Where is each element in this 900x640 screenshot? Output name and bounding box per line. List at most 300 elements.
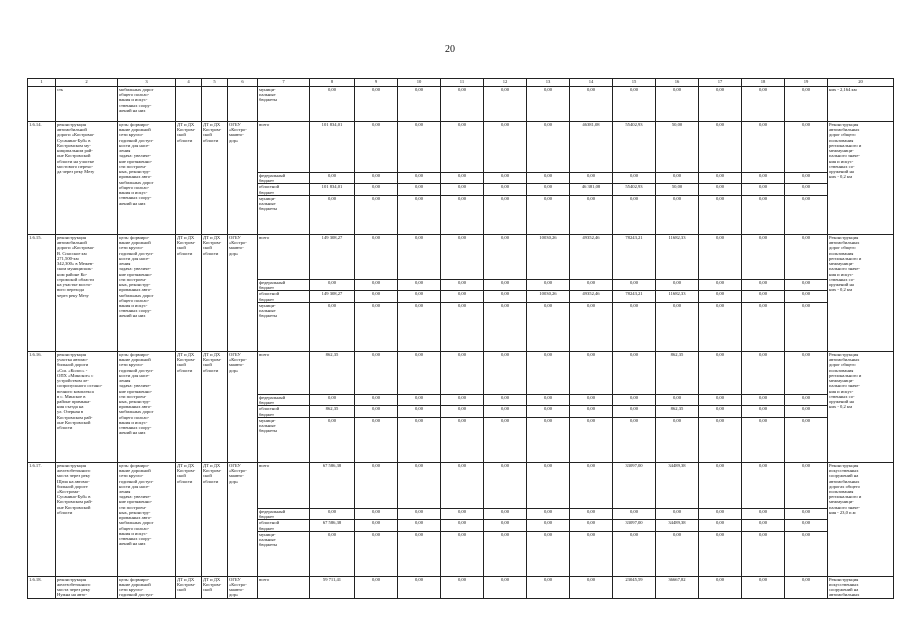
- amount-cell: 0,00: [355, 195, 398, 234]
- amount-cell: 0,00: [398, 87, 441, 122]
- amount-cell: 0,00: [742, 351, 785, 394]
- amount-cell: 0,00: [398, 417, 441, 462]
- amount-cell: 0,00: [355, 508, 398, 519]
- amount-cell: 0,00: [484, 122, 527, 173]
- column-number: 4: [176, 79, 202, 87]
- amount-cell: 0,00: [398, 462, 441, 508]
- amount-cell: 0,00: [613, 417, 656, 462]
- amount-cell: 0,00: [613, 531, 656, 576]
- column-number: 1: [28, 79, 56, 87]
- amount-cell: 0,00: [742, 291, 785, 302]
- amount-cell: 78243,21: [613, 234, 656, 279]
- amount-cell: 0,00: [742, 302, 785, 351]
- amount-cell: 0,00: [570, 417, 613, 462]
- amount-cell: 0,00: [785, 576, 828, 598]
- amount-cell: 0,00: [484, 351, 527, 394]
- amount-cell: 0,00: [570, 279, 613, 290]
- amount-cell: 0,00: [527, 520, 570, 531]
- column-number: 2: [56, 79, 118, 87]
- amount-cell: 0,00: [398, 394, 441, 405]
- amount-cell: 0,00: [441, 531, 484, 576]
- amount-cell: 0,00: [441, 351, 484, 394]
- amount-cell: 0,00: [742, 576, 785, 598]
- customer: ДТ и ДХ Костром- ской области: [202, 122, 228, 235]
- amount-cell: 0,00: [699, 417, 742, 462]
- executor: ОГБУ «Костро- маавто- дор»: [228, 234, 258, 351]
- table-row: [28, 462, 894, 508]
- amount-cell: 0,00: [699, 394, 742, 405]
- amount-cell: 0,00: [785, 291, 828, 302]
- amount-cell: 0,00: [742, 122, 785, 173]
- amount-cell: 0,00: [527, 279, 570, 290]
- amount-cell: 0,00: [742, 195, 785, 234]
- item-name: реконструкция железобетонного моста через реку Щача на автомо- бильной дороге «Кострома- Сусанино-Буй» в Костромском рай- оне Костромской области: [56, 462, 118, 576]
- amount-cell: 0,00: [742, 462, 785, 508]
- responsible: ДТ и ДХ Костром- ской области: [176, 462, 202, 576]
- amount-cell: 0,00: [742, 508, 785, 519]
- amount-cell: 67 586,38: [310, 462, 355, 508]
- executor: [228, 87, 258, 122]
- funding-source: муници- пальные бюджеты: [258, 531, 310, 576]
- expected-result: Реконструкция автомобильных дорог общего пользования регионального и межмуници- пального значе- ния и искус- ственных со- оружений на них - 0,2 км: [828, 234, 894, 351]
- amount-cell: 0,00: [484, 291, 527, 302]
- amount-cell: 0,00: [699, 406, 742, 417]
- amount-cell: 0,00: [484, 195, 527, 234]
- amount-cell: 0,00: [484, 520, 527, 531]
- amount-cell: 149 308,27: [310, 234, 355, 279]
- amount-cell: 0,00: [355, 576, 398, 598]
- item-goal: цель: формиро- вание дорожной сети кругло- годичной доступ- ности для насе- ления задача: увеличе- ние протяженно- сти построен- ных, реконстру- ированных авто- мобильных дорог общего пользо- вания и искус- ственных соору- жений на них: [118, 351, 176, 462]
- column-number: 17: [699, 79, 742, 87]
- amount-cell: 0,00: [742, 394, 785, 405]
- item-code: 1.6.16.: [28, 351, 56, 462]
- amount-cell: 0,00: [355, 406, 398, 417]
- column-number-row: [28, 79, 894, 87]
- amount-cell: 0,00: [785, 302, 828, 351]
- responsible: ДТ и ДХ Костром- ской области: [176, 122, 202, 235]
- amount-cell: 0,00: [484, 508, 527, 519]
- amount-cell: 50,00: [656, 122, 699, 173]
- amount-cell: 0,00: [355, 173, 398, 184]
- amount-cell: 0,00: [570, 87, 613, 122]
- column-number: 8: [310, 79, 355, 87]
- amount-cell: 0,00: [699, 351, 742, 394]
- amount-cell: 0,00: [656, 531, 699, 576]
- amount-cell: 0,00: [398, 291, 441, 302]
- item-code: 1.6.17.: [28, 462, 56, 576]
- amount-cell: 0,00: [742, 234, 785, 279]
- amount-cell: 0,00: [570, 508, 613, 519]
- funding-source: муници- пальные бюджеты: [258, 302, 310, 351]
- funding-source: муници- пальные бюджеты: [258, 417, 310, 462]
- amount-cell: 0,00: [441, 195, 484, 234]
- amount-cell: 46381,08: [570, 122, 613, 173]
- expected-result: Реконструкция автомобильных дорог общего пользования регионального и межмуници- пального значе- ния и искус- ственных со- оружений на них - 0,2 км: [828, 122, 894, 235]
- amount-cell: 0,00: [699, 279, 742, 290]
- funding-source: федеральный бюджет: [258, 394, 310, 405]
- item-goal: цель: формиро- вание дорожной сети кругло- годичной доступ- ности для насе- ления задача: увеличе- ние протяженно- сти построен- ных, реконстру- ированных авто- мобильных дорог общего пользо- вания и искус- ственных соору- жений на них: [118, 234, 176, 351]
- amount-cell: 0,00: [785, 184, 828, 195]
- item-name: реконструкция автомобильной дороги «Кострома- Сусанино-Буй» в Костромском му- ниципальном рай- оне Костромской области на участке мостового перехо- да через реку Мезу: [56, 122, 118, 235]
- amount-cell: 0,00: [699, 291, 742, 302]
- funding-source: областной бюджет: [258, 291, 310, 302]
- funding-source: муници- пальные бюджеты: [258, 87, 310, 122]
- amount-cell: 0,00: [355, 122, 398, 173]
- amount-cell: 0,00: [484, 184, 527, 195]
- amount-cell: 0,00: [441, 291, 484, 302]
- table-row: [28, 87, 894, 122]
- table-row: [28, 122, 894, 173]
- amount-cell: 0,00: [310, 417, 355, 462]
- responsible: ДТ и ДХ Костром- ской области: [176, 351, 202, 462]
- amount-cell: 0,00: [310, 87, 355, 122]
- amount-cell: 0,00: [785, 87, 828, 122]
- amount-cell: 0,00: [699, 195, 742, 234]
- amount-cell: 0,00: [656, 417, 699, 462]
- amount-cell: 0,00: [742, 279, 785, 290]
- column-number: 6: [228, 79, 258, 87]
- table-row: [28, 234, 894, 279]
- amount-cell: 0,00: [527, 394, 570, 405]
- funding-source: федеральный бюджет: [258, 173, 310, 184]
- item-name: реконструкция автомобильной дороги «Кострома- В. Спасское км 271,500-км 342,300» в Межев- ском муниципаль- ном районе Ко- стромской области на участке мосто- вого перехода через реку Мезу: [56, 234, 118, 351]
- amount-cell: 0,00: [484, 302, 527, 351]
- amount-cell: 0,00: [785, 173, 828, 184]
- customer: ДТ и ДХ Костром- ской области: [202, 462, 228, 576]
- amount-cell: 0,00: [785, 234, 828, 279]
- amount-cell: 0,00: [441, 520, 484, 531]
- amount-cell: 0,00: [398, 520, 441, 531]
- amount-cell: 0,00: [527, 184, 570, 195]
- column-number: 7: [258, 79, 310, 87]
- amount-cell: 0,00: [355, 184, 398, 195]
- funding-source: областной бюджет: [258, 184, 310, 195]
- amount-cell: 0,00: [570, 531, 613, 576]
- amount-cell: 0,00: [699, 302, 742, 351]
- item-goal: цель: формиро- вание дорожной сети кругло- годичной доступ-: [118, 576, 176, 598]
- amount-cell: 0,00: [656, 195, 699, 234]
- amount-cell: 11682,33: [656, 291, 699, 302]
- amount-cell: 0,00: [355, 417, 398, 462]
- item-code: 1.6.15.: [28, 234, 56, 351]
- amount-cell: 0,00: [310, 508, 355, 519]
- funding-source: областной бюджет: [258, 406, 310, 417]
- amount-cell: 0,00: [656, 394, 699, 405]
- amount-cell: 0,00: [398, 302, 441, 351]
- amount-cell: 0,00: [742, 184, 785, 195]
- amount-cell: 0,00: [785, 351, 828, 394]
- column-number: 5: [202, 79, 228, 87]
- amount-cell: 0,00: [484, 406, 527, 417]
- funding-source: всего: [258, 351, 310, 394]
- amount-cell: 0,00: [785, 531, 828, 576]
- amount-cell: 49352,46: [570, 291, 613, 302]
- funding-source: всего: [258, 576, 310, 598]
- page-number: 20: [445, 44, 455, 55]
- amount-cell: 0,00: [398, 122, 441, 173]
- amount-cell: 0,00: [613, 302, 656, 351]
- amount-cell: 0,00: [398, 173, 441, 184]
- amount-cell: 0,00: [398, 195, 441, 234]
- amount-cell: 0,00: [527, 406, 570, 417]
- amount-cell: 78243,21: [613, 291, 656, 302]
- funding-source: областной бюджет: [258, 520, 310, 531]
- column-number: 13: [527, 79, 570, 87]
- amount-cell: 0,00: [613, 394, 656, 405]
- amount-cell: 0,00: [441, 508, 484, 519]
- amount-cell: 0,00: [613, 195, 656, 234]
- amount-cell: 0,00: [742, 173, 785, 184]
- item-code: [28, 87, 56, 122]
- amount-cell: 0,00: [441, 184, 484, 195]
- amount-cell: 55402,93: [613, 184, 656, 195]
- amount-cell: 0,00: [484, 394, 527, 405]
- executor: ОГБУ «Костро- маавто- дор»: [228, 122, 258, 235]
- amount-cell: 0,00: [398, 279, 441, 290]
- amount-cell: 0,00: [441, 406, 484, 417]
- amount-cell: 0,00: [484, 279, 527, 290]
- amount-cell: 0,00: [310, 531, 355, 576]
- funding-source: всего: [258, 234, 310, 279]
- funding-source: федеральный бюджет: [258, 508, 310, 519]
- amount-cell: 0,00: [785, 417, 828, 462]
- amount-cell: 33097,00: [613, 520, 656, 531]
- amount-cell: 0,00: [484, 462, 527, 508]
- amount-cell: 0,00: [310, 173, 355, 184]
- amount-cell: 0,00: [613, 406, 656, 417]
- amount-cell: 0,00: [613, 87, 656, 122]
- amount-cell: 0,00: [355, 279, 398, 290]
- expected-result: Реконструкция искусственных сооружений на автомобильных дорогах общего пользования регионального и межмуници- пального значе- ния - 23,0 п.м: [828, 462, 894, 576]
- amount-cell: 0,00: [656, 279, 699, 290]
- column-number: 11: [441, 79, 484, 87]
- amount-cell: 0,00: [570, 406, 613, 417]
- column-number: 19: [785, 79, 828, 87]
- program-table: [27, 78, 894, 599]
- amount-cell: 0,00: [355, 302, 398, 351]
- amount-cell: 55402,93: [613, 122, 656, 173]
- amount-cell: 0,00: [785, 462, 828, 508]
- amount-cell: 0,00: [441, 173, 484, 184]
- amount-cell: 0,00: [484, 531, 527, 576]
- amount-cell: 0,00: [441, 279, 484, 290]
- responsible: [176, 87, 202, 122]
- funding-source: всего: [258, 462, 310, 508]
- amount-cell: 0,00: [441, 462, 484, 508]
- amount-cell: 0,00: [785, 520, 828, 531]
- item-name: реконструкция железобетонного моста через реку Нужна на авто-: [56, 576, 118, 598]
- column-number: 9: [355, 79, 398, 87]
- amount-cell: 0,00: [398, 576, 441, 598]
- expected-result: Реконструкция искусственных сооружений на автомобильных: [828, 576, 894, 598]
- responsible: ДТ и ДХ Костром- ской области: [176, 234, 202, 351]
- item-goal: цель: формиро- вание дорожной сети кругло- годичной доступ- ности для насе- ления задача: увеличе- ние протяженно- сти построен- ных, реконстру- ированных авто- мобильных дорог общего пользо- вания и искус- ственных соору- жений на них: [118, 462, 176, 576]
- amount-cell: 862,35: [310, 351, 355, 394]
- amount-cell: 0,00: [570, 394, 613, 405]
- amount-cell: 0,00: [527, 173, 570, 184]
- amount-cell: 0,00: [355, 394, 398, 405]
- amount-cell: 0,00: [355, 87, 398, 122]
- column-number: 20: [828, 79, 894, 87]
- amount-cell: 0,00: [570, 520, 613, 531]
- amount-cell: 862,35: [656, 406, 699, 417]
- amount-cell: 0,00: [570, 195, 613, 234]
- amount-cell: 34489,38: [656, 520, 699, 531]
- amount-cell: 0,00: [441, 394, 484, 405]
- amount-cell: 0,00: [570, 462, 613, 508]
- amount-cell: 0,00: [570, 351, 613, 394]
- executor: ОГБУ «Костро- маавто- дор»: [228, 576, 258, 598]
- amount-cell: 0,00: [355, 520, 398, 531]
- amount-cell: 149 308,27: [310, 291, 355, 302]
- amount-cell: 0,00: [742, 531, 785, 576]
- amount-cell: 0,00: [355, 351, 398, 394]
- amount-cell: 0,00: [441, 234, 484, 279]
- amount-cell: 0,00: [785, 279, 828, 290]
- column-number: 14: [570, 79, 613, 87]
- amount-cell: 0,00: [310, 195, 355, 234]
- item-goal: цель: формиро- вание дорожной сети кругло- годичной доступ- ности для насе- ления задача: увеличе- ние протяженно- сти построен- ных, реконстру- ированных авто- мобильных дорог общего пользо- вания и искус- ственных соору- жений на них: [118, 122, 176, 235]
- amount-cell: 0,00: [699, 173, 742, 184]
- amount-cell: 36667,82: [656, 576, 699, 598]
- amount-cell: 0,00: [310, 279, 355, 290]
- amount-cell: 0,00: [527, 302, 570, 351]
- executor: ОГБУ «Костро- маавто- дор»: [228, 462, 258, 576]
- amount-cell: 0,00: [398, 406, 441, 417]
- amount-cell: 0,00: [527, 531, 570, 576]
- item-code: 1.6.14.: [28, 122, 56, 235]
- amount-cell: 0,00: [398, 184, 441, 195]
- amount-cell: 0,00: [527, 417, 570, 462]
- column-number: 10: [398, 79, 441, 87]
- amount-cell: 0,00: [656, 302, 699, 351]
- amount-cell: 862,35: [310, 406, 355, 417]
- expected-result: них - 2,164 км: [828, 87, 894, 122]
- amount-cell: 0,00: [699, 531, 742, 576]
- customer: ДТ и ДХ Костром- ской области: [202, 351, 228, 462]
- amount-cell: 0,00: [785, 122, 828, 173]
- table-row: [28, 351, 894, 394]
- amount-cell: 0,00: [742, 417, 785, 462]
- item-name: реконструкция участка автомо- бильной дороги «Сш. «Колос» - ОПХ «Минское» с устройством ле- сопропускного остано- вочного комплекса в с. Минское в районе примыка- ния съезда на ул. Озерная в Костромском рай- оне Костромской области: [56, 351, 118, 462]
- amount-cell: 0,00: [613, 173, 656, 184]
- amount-cell: 0,00: [570, 302, 613, 351]
- amount-cell: 0,00: [398, 508, 441, 519]
- amount-cell: 0,00: [656, 508, 699, 519]
- amount-cell: 59 711,41: [310, 576, 355, 598]
- responsible: ДТ и ДХ Костром- ской: [176, 576, 202, 598]
- amount-cell: 862,35: [656, 351, 699, 394]
- amount-cell: 0,00: [699, 520, 742, 531]
- amount-cell: 0,00: [699, 508, 742, 519]
- funding-source: всего: [258, 122, 310, 173]
- amount-cell: 0,00: [613, 279, 656, 290]
- amount-cell: 0,00: [527, 122, 570, 173]
- item-code: 1.6.18.: [28, 576, 56, 598]
- amount-cell: 0,00: [484, 417, 527, 462]
- amount-cell: 0,00: [310, 302, 355, 351]
- amount-cell: 0,00: [527, 462, 570, 508]
- funding-source: муници- пальные бюджеты: [258, 195, 310, 234]
- amount-cell: 49352,46: [570, 234, 613, 279]
- amount-cell: 0,00: [484, 173, 527, 184]
- amount-cell: 0,00: [398, 234, 441, 279]
- amount-cell: 0,00: [527, 351, 570, 394]
- amount-cell: 0,00: [785, 394, 828, 405]
- column-number: 15: [613, 79, 656, 87]
- amount-cell: 33097,00: [613, 462, 656, 508]
- amount-cell: 0,00: [613, 351, 656, 394]
- amount-cell: 23045,59: [613, 576, 656, 598]
- amount-cell: 0,00: [742, 406, 785, 417]
- amount-cell: 0,00: [699, 234, 742, 279]
- column-number: 12: [484, 79, 527, 87]
- amount-cell: 0,00: [656, 173, 699, 184]
- amount-cell: 0,00: [441, 576, 484, 598]
- amount-cell: 0,00: [355, 291, 398, 302]
- item-name: сть: [56, 87, 118, 122]
- customer: ДТ и ДХ Костром- ской области: [202, 234, 228, 351]
- amount-cell: 0,00: [699, 122, 742, 173]
- amount-cell: 0,00: [785, 508, 828, 519]
- column-number: 16: [656, 79, 699, 87]
- amount-cell: 0,00: [527, 508, 570, 519]
- amount-cell: 0,00: [742, 520, 785, 531]
- amount-cell: 0,00: [699, 462, 742, 508]
- amount-cell: 10030,26: [527, 291, 570, 302]
- amount-cell: 0,00: [656, 87, 699, 122]
- table-row: [28, 576, 894, 598]
- amount-cell: 0,00: [613, 508, 656, 519]
- amount-cell: 0,00: [570, 576, 613, 598]
- amount-cell: 0,00: [355, 462, 398, 508]
- amount-cell: 0,00: [742, 87, 785, 122]
- executor: ОГБУ «Костро- маавто- дор»: [228, 351, 258, 462]
- amount-cell: 0,00: [484, 234, 527, 279]
- amount-cell: 34489,38: [656, 462, 699, 508]
- expected-result: Реконструкция автомобильных дорог общего пользования регионального и межмуници- пального значе- ния и искус- ственных со- оружений на них - 0,2 км: [828, 351, 894, 462]
- column-number: 18: [742, 79, 785, 87]
- amount-cell: 0,00: [527, 87, 570, 122]
- amount-cell: 0,00: [785, 195, 828, 234]
- funding-source: федеральный бюджет: [258, 279, 310, 290]
- amount-cell: 0,00: [699, 87, 742, 122]
- amount-cell: 0,00: [310, 394, 355, 405]
- amount-cell: 0,00: [699, 184, 742, 195]
- item-goal: мобильных дорог общего пользо- вания и искус- ственных соору- жений на них: [118, 87, 176, 122]
- amount-cell: 46 381,08: [570, 184, 613, 195]
- amount-cell: 0,00: [484, 576, 527, 598]
- amount-cell: 0,00: [355, 234, 398, 279]
- column-number: 3: [118, 79, 176, 87]
- amount-cell: 101 834,01: [310, 184, 355, 195]
- amount-cell: 0,00: [441, 122, 484, 173]
- amount-cell: 50,00: [656, 184, 699, 195]
- amount-cell: 101 834,01: [310, 122, 355, 173]
- amount-cell: 0,00: [441, 417, 484, 462]
- amount-cell: 0,00: [441, 302, 484, 351]
- amount-cell: 0,00: [527, 195, 570, 234]
- customer: ДТ и ДХ Костром- ской: [202, 576, 228, 598]
- amount-cell: 0,00: [699, 576, 742, 598]
- amount-cell: 10030,26: [527, 234, 570, 279]
- amount-cell: 11682,33: [656, 234, 699, 279]
- amount-cell: 0,00: [441, 87, 484, 122]
- customer: [202, 87, 228, 122]
- amount-cell: 0,00: [570, 173, 613, 184]
- amount-cell: 0,00: [398, 351, 441, 394]
- amount-cell: 0,00: [398, 531, 441, 576]
